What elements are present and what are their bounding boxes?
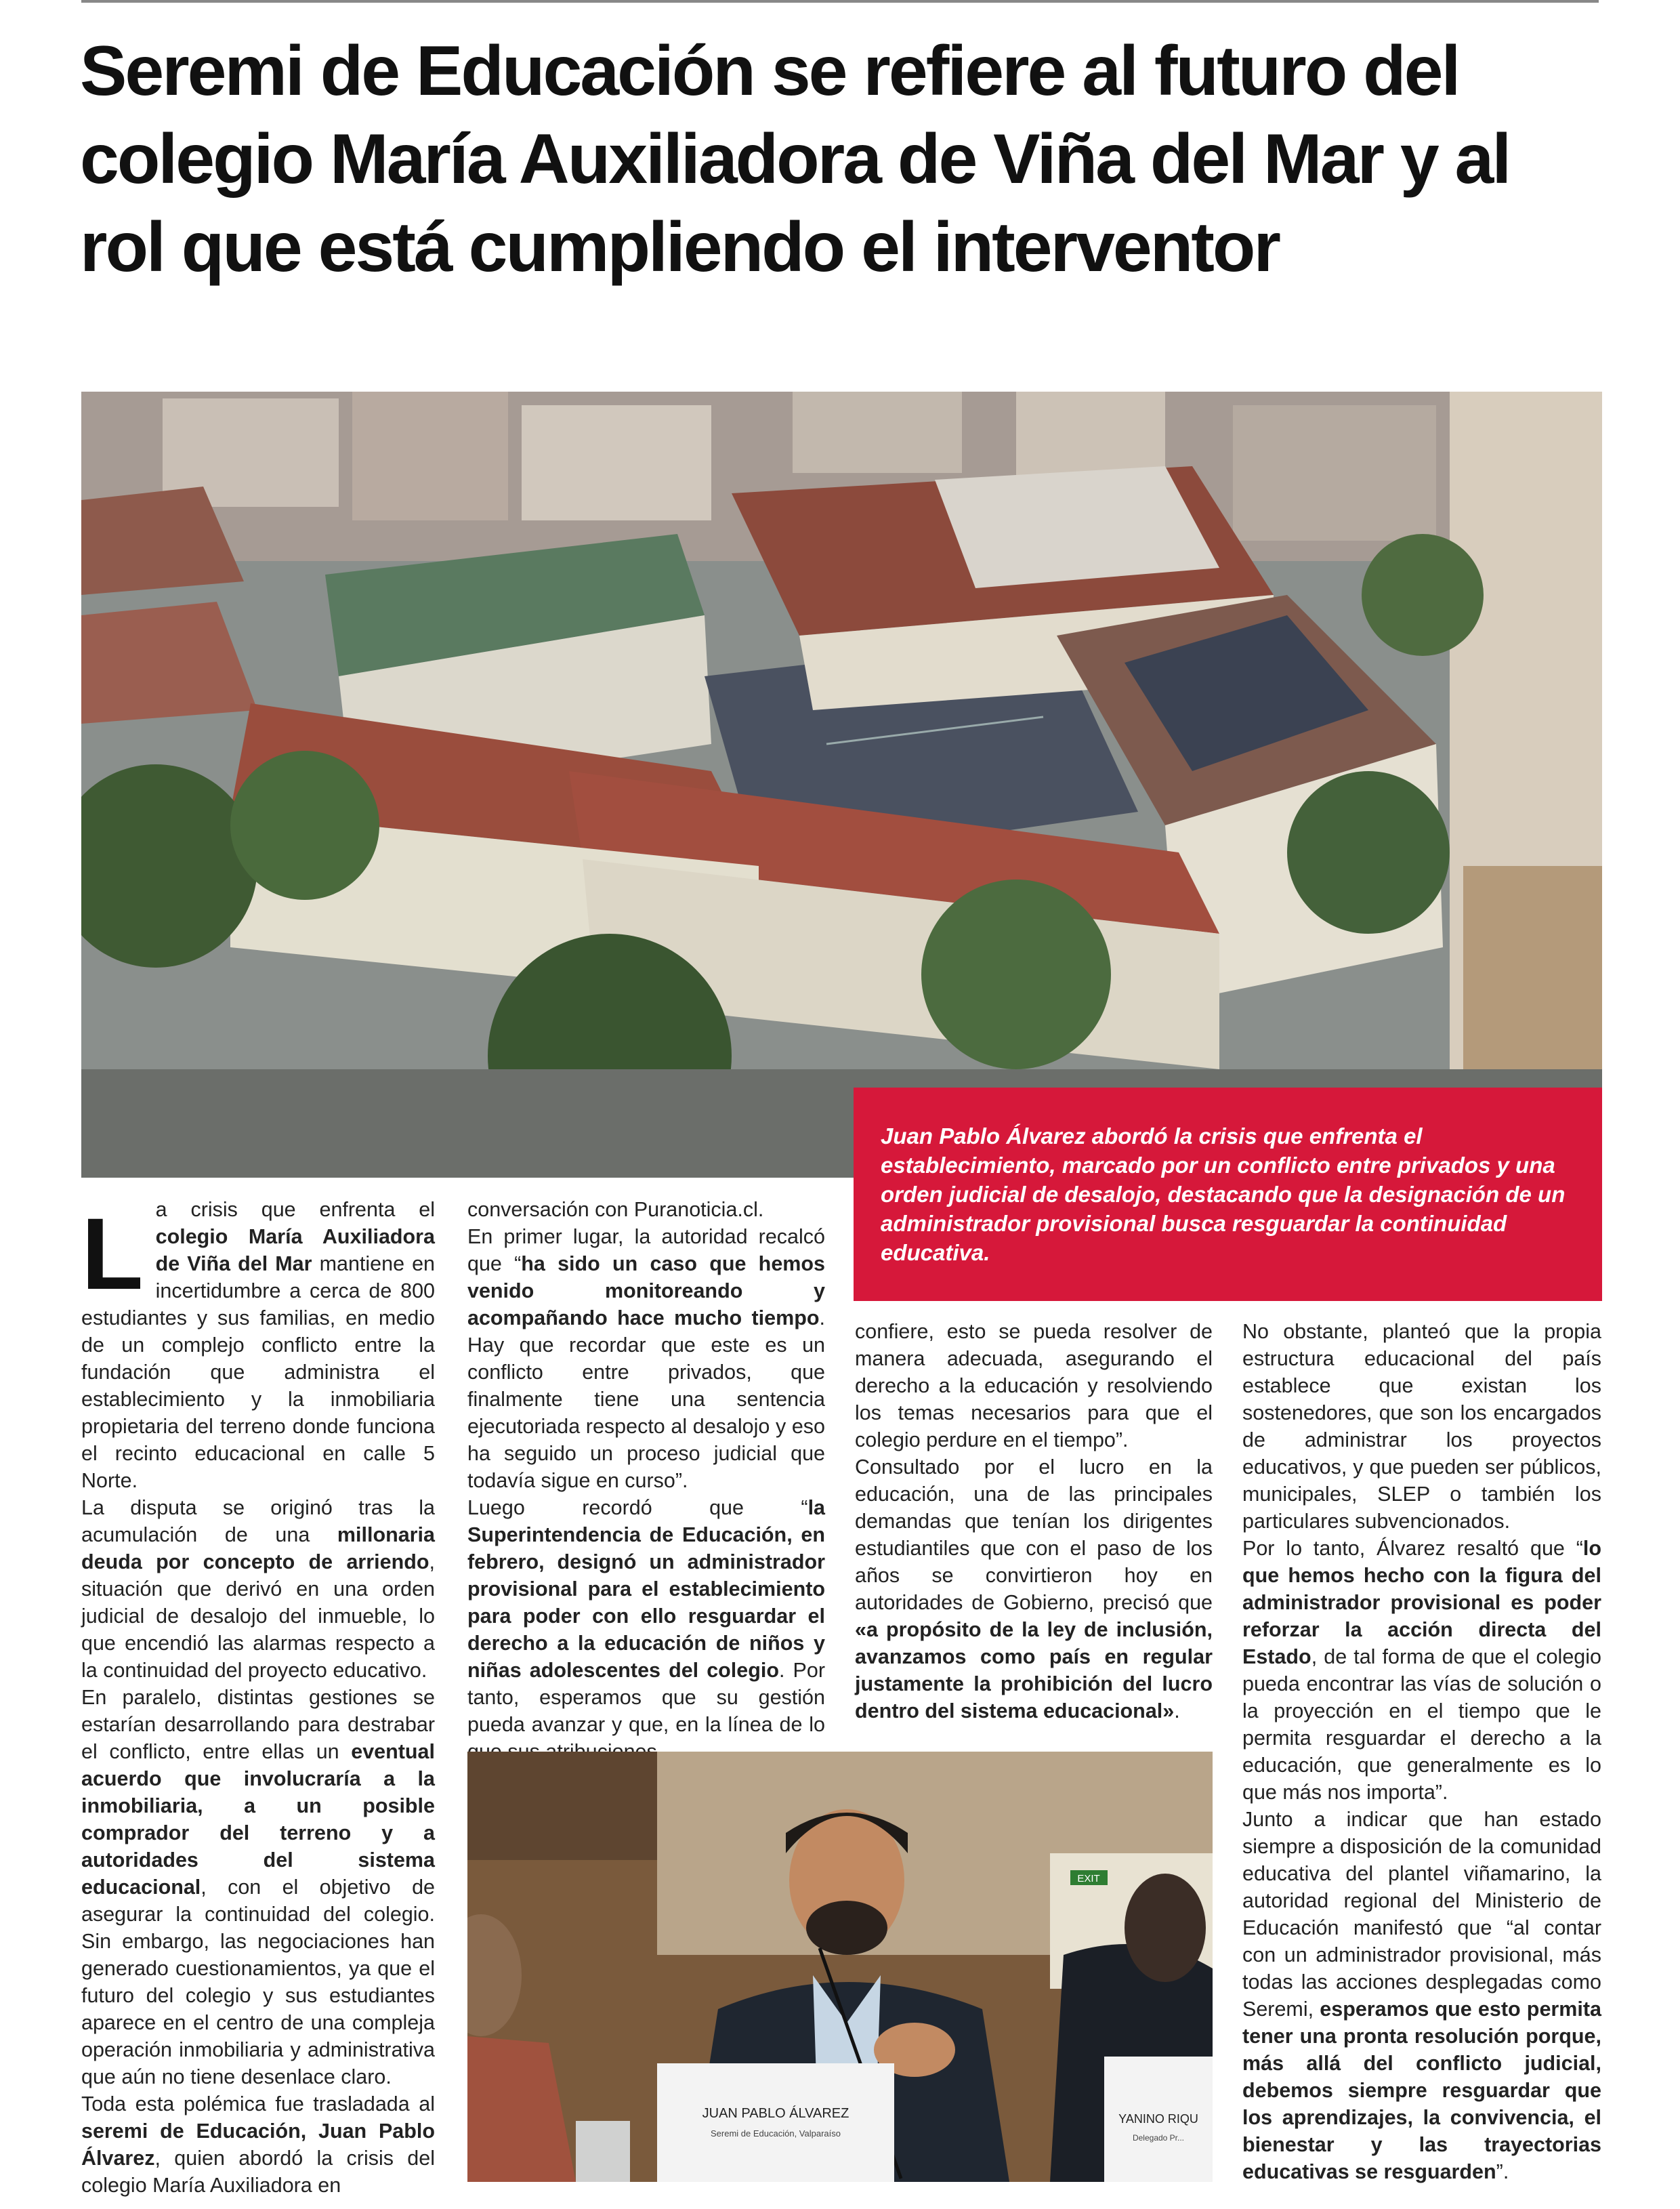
paragraph: Consultado por el lucro en la educación, una de las principales demandas que tenían los dirigentes estudiantiles que con el paso de los años se convirtieron hoy en autoridades de Gobierno, precisó que «a propósito de la ley de inclusión, avanzamos como país en regular justamente la prohibición del lucro dentro del sistema educacional». bbox=[855, 1456, 1213, 1722]
paragraph: En primer lugar, la autoridad recalcó que “ha sido un caso que hemos venido monitoreando y acompañando hace mucho tiempo. Hay que recordar que este es un conflicto entre privados, que finalmente tiene una sentencia ejecutoriada respecto al desalojo y eso ha seguido un proceso judicial que todavía sigue en curso”. bbox=[467, 1225, 825, 1492]
paragraph: Toda esta polémica fue trasladada al seremi de Educación, Juan Pablo Álvarez, quien abordó la crisis del colegio María Auxiliadora en bbox=[81, 2092, 435, 2197]
article-column-2 bbox=[467, 1196, 825, 1765]
nameplate-riqu-title: Delegado Pr... bbox=[1132, 2133, 1185, 2143]
school-aerial-photo bbox=[81, 392, 1602, 1178]
paragraph: En paralelo, distintas gestiones se estarían desarrollando para destrabar el conflicto, entre ellas un eventual acuerdo que involucraría a la inmobiliaria, a un posible comprador del terreno y a autoridades del sistema educacional, con el objetivo de asegurar la continuidad del colegio. Sin embargo, las negociaciones han generado cuestionamientos, ya que el futuro del colegio y sus estudiantes aparece en el centro de una compleja operación inmobiliaria y administrativa que aún no tiene desenlace claro. bbox=[81, 1686, 435, 2088]
article-column-4 bbox=[1242, 1318, 1601, 2185]
article-column-1 bbox=[81, 1196, 435, 2199]
paragraph: a crisis que enfrenta el colegio María Auxiliadora de Viña del Mar mantiene en incertidumbre a cerca de 800 estudiantes y sus familias, en medio de un complejo conflicto entre la fundación que administra el establecimiento y la inmobiliaria propietaria del terreno donde funciona el recinto educacional en calle 5 Norte. bbox=[81, 1198, 436, 1492]
photo-caption: Juan Pablo Álvarez abordó la crisis que enfrenta el establecimiento, marcado por un conflicto entre privados y una orden judicial de desalojo, destacando que la designación de un administrador provisional busca resguardar la continuidad educativa. bbox=[854, 1088, 1602, 1301]
nameplate-riqu-name: YANINO RIQU bbox=[1118, 2112, 1198, 2126]
paragraph: confiere, esto se pueda resolver de manera adecuada, asegurando el derecho a la educación y resolviendo los temas necesarios para que el colegio perdure en el tiempo”. bbox=[855, 1320, 1213, 1451]
article-column-3 bbox=[855, 1318, 1213, 1725]
drop-cap: L bbox=[81, 1197, 144, 1310]
nameplate-alvarez bbox=[657, 2063, 894, 2182]
paragraph: Junto a indicar que han estado siempre a disposición de la comunidad educativa del plantel viñamarino, la autoridad regional del Ministerio de Educación manifestó que “al contar con un administrador provisional, más todas las acciones desplegadas como Seremi, esperamos que esto permita tener una pronta resolución porque, más allá del conflicto judicial, debemos siempre resguardar que los aprendizajes, la convivencia, el bienestar y las trayectorias educativas se resguarden”. bbox=[1242, 1808, 1601, 2183]
nameplate-alvarez-title: Seremi de Educación, Valparaíso bbox=[711, 2128, 841, 2139]
paragraph: Por lo tanto, Álvarez resaltó que “lo que hemos hecho con la figura del administrador provisional es poder reforzar la acción directa del Estado, de tal forma de que el colegio pueda encontrar las vías de solución o la proyección en el tiempo que le permita resguardar el derecho a la educación, que generalmente es lo que más nos importa”. bbox=[1242, 1537, 1601, 1804]
seremi-photo bbox=[467, 1752, 1213, 2182]
paragraph: conversación con Puranoticia.cl. bbox=[467, 1198, 764, 1221]
paragraph: La disputa se originó tras la acumulación de una millonaria deuda por concepto de arriendo, situación que derivó en una orden judicial de desalojo del inmueble, lo que encendió las alarmas respecto a la continuidad del proyecto educativo. bbox=[81, 1496, 435, 1682]
exit-sign-text: EXIT bbox=[1077, 1873, 1100, 1884]
top-rule bbox=[81, 0, 1599, 3]
paragraph: No obstante, planteó que la propia estructura educacional del país establece que existan los sostenedores, que son los encargados de administrar los proyectos educativos, y que pueden ser públicos, municipales, SLEP o también los particulares subvencionados. bbox=[1242, 1320, 1601, 1533]
headline: Seremi de Educación se refiere al futuro del colegio María Auxiliadora de Viña del Mar y al rol que está cumpliendo el interventor bbox=[80, 32, 1510, 287]
paragraph: Luego recordó que “la Superintendencia de Educación, en febrero, designó un administrador provisional para el establecimiento para poder con ello resguardar el derecho a la educación de niños y niñas adolescentes del colegio. Por tanto, esperamos que su gestión pueda avanzar y que, en la línea de lo bbox=[467, 1496, 825, 1736]
nameplate-alvarez-name: JUAN PABLO ÁLVAREZ bbox=[702, 2106, 849, 2121]
